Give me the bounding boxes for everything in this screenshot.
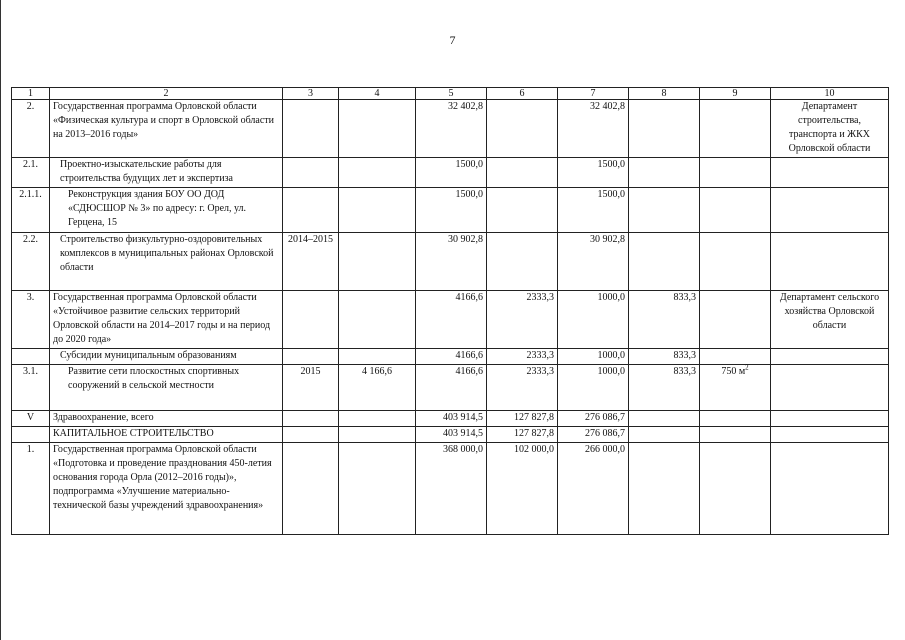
cell-col-2: [50, 411, 283, 427]
superscript: 2: [745, 363, 749, 372]
column-header-4: 4: [339, 88, 416, 100]
cell-col-9: [700, 365, 771, 411]
table-body: [12, 100, 889, 535]
cell-text: 4 166,6: [362, 366, 392, 377]
cell-col-3: [283, 100, 339, 158]
cell-text: 32 402,8: [590, 101, 625, 112]
cell-text: 2333,3: [526, 366, 554, 377]
cell-col-10: [771, 349, 889, 365]
cell-col-1: [12, 158, 50, 188]
cell-col-3: [283, 349, 339, 365]
column-header-2: 2: [50, 88, 283, 100]
cell-col-10: [771, 233, 889, 291]
cell-text: 1500,0: [597, 159, 625, 170]
cell-text: 266 000,0: [585, 444, 625, 455]
cell-text: 276 086,7: [585, 428, 625, 439]
cell-text: Проектно-изыскательские работы для строительства будущих лет и экспертиза: [60, 159, 233, 184]
cell-col-4: [339, 158, 416, 188]
cell-text: Государственная программа Орловской области «Физическая культура и спорт в Орловской области на 2013–2016 годы»: [53, 101, 274, 140]
column-header-1: 1: [12, 88, 50, 100]
cell-col-2: [50, 100, 283, 158]
cell-col-3: [283, 233, 339, 291]
cell-col-9: [700, 349, 771, 365]
table-row: [12, 365, 889, 411]
cell-col-6: [487, 233, 558, 291]
cell-col-5: [416, 100, 487, 158]
cell-col-8: [629, 443, 700, 535]
cell-col-1: [12, 100, 50, 158]
cell-col-6: [487, 349, 558, 365]
table-row: [12, 188, 889, 233]
cell-text: 368 000,0: [443, 444, 483, 455]
cell-col-10: [771, 443, 889, 535]
table-row: [12, 443, 889, 535]
cell-col-9: [700, 411, 771, 427]
cell-text: 403 914,5: [443, 412, 483, 423]
cell-col-1: [12, 427, 50, 443]
cell-text: 1500,0: [455, 189, 483, 200]
cell-col-4: [339, 100, 416, 158]
cell-col-3: [283, 443, 339, 535]
cell-col-8: [629, 365, 700, 411]
cell-col-6: [487, 158, 558, 188]
cell-text: 276 086,7: [585, 412, 625, 423]
cell-col-6: [487, 100, 558, 158]
cell-col-4: [339, 233, 416, 291]
cell-col-7: [558, 365, 629, 411]
cell-text: Строительство физкультурно-оздоровительных комплексов в муниципальных районах Орловской области: [60, 234, 274, 273]
cell-text: 2.1.1.: [19, 189, 42, 200]
cell-col-2: [50, 349, 283, 365]
cell-col-8: [629, 100, 700, 158]
cell-col-6: [487, 411, 558, 427]
cell-text: 833,3: [673, 366, 696, 377]
table-row: [12, 411, 889, 427]
cell-col-2: [50, 291, 283, 349]
cell-text: Субсидии муниципальным образованиям: [60, 350, 237, 361]
scan-edge-line: [0, 0, 1, 640]
cell-col-10: [771, 365, 889, 411]
cell-text: Развитие сети плоскостных спортивных сооружений в сельской местности: [68, 366, 240, 391]
cell-col-3: [283, 411, 339, 427]
cell-col-7: [558, 427, 629, 443]
column-header-8: 8: [629, 88, 700, 100]
cell-col-3: [283, 291, 339, 349]
cell-col-6: [487, 427, 558, 443]
cell-text: 4166,6: [455, 350, 483, 361]
cell-col-5: [416, 158, 487, 188]
cell-text: 4166,6: [455, 292, 483, 303]
table-header-row: [12, 88, 889, 100]
cell-col-2: [50, 443, 283, 535]
cell-text: 32 402,8: [448, 101, 483, 112]
cell-col-9: [700, 291, 771, 349]
cell-text: 750 м: [721, 366, 746, 377]
cell-col-1: [12, 349, 50, 365]
cell-col-10: [771, 427, 889, 443]
cell-col-2: [50, 158, 283, 188]
cell-col-4: [339, 349, 416, 365]
cell-text: 2.1.: [23, 159, 38, 170]
cell-text: 1000,0: [597, 350, 625, 361]
cell-text: Реконструкция здания БОУ ОО ДОД «СДЮСШОР № 3» по адресу: г. Орел, ул. Герцена, 15: [68, 189, 247, 228]
cell-col-10: [771, 411, 889, 427]
cell-col-3: [283, 365, 339, 411]
cell-col-10: [771, 158, 889, 188]
column-header-7: 7: [558, 88, 629, 100]
cell-col-6: [487, 443, 558, 535]
cell-col-3: [283, 188, 339, 233]
cell-col-5: [416, 188, 487, 233]
cell-col-8: [629, 411, 700, 427]
cell-col-7: [558, 443, 629, 535]
cell-text: 1500,0: [455, 159, 483, 170]
cell-col-1: [12, 233, 50, 291]
cell-text: 403 914,5: [443, 428, 483, 439]
cell-col-4: [339, 411, 416, 427]
cell-col-2: [50, 188, 283, 233]
cell-text: 2.: [26, 101, 35, 112]
cell-col-2: [50, 427, 283, 443]
cell-col-5: [416, 233, 487, 291]
table-row: [12, 349, 889, 365]
column-header-3: 3: [283, 88, 339, 100]
cell-col-9: [700, 443, 771, 535]
cell-col-9: [700, 427, 771, 443]
table-row: [12, 427, 889, 443]
cell-text: 1000,0: [597, 292, 625, 303]
cell-col-4: [339, 443, 416, 535]
cell-col-5: [416, 365, 487, 411]
cell-col-5: [416, 443, 487, 535]
cell-text: 3.: [26, 292, 35, 303]
cell-text: 833,3: [673, 292, 696, 303]
cell-text: 2015: [300, 366, 321, 377]
cell-col-7: [558, 349, 629, 365]
cell-col-4: [339, 291, 416, 349]
cell-col-8: [629, 349, 700, 365]
cell-col-8: [629, 158, 700, 188]
cell-col-7: [558, 411, 629, 427]
cell-col-1: [12, 188, 50, 233]
cell-col-9: [700, 100, 771, 158]
cell-text: 1.: [26, 444, 35, 455]
cell-col-8: [629, 427, 700, 443]
cell-col-5: [416, 427, 487, 443]
cell-text: V: [26, 412, 35, 423]
cell-col-6: [487, 291, 558, 349]
cell-col-8: [629, 291, 700, 349]
page-number: 7: [449, 33, 456, 47]
cell-col-8: [629, 188, 700, 233]
cell-text: Государственная программа Орловской области «Подготовка и проведение празднования 450-летия основания города Орла (2012–2016 годы)», подпрограмма «Улучшение материально-технической базы учреждений здравоохранения»: [53, 444, 272, 511]
cell-col-7: [558, 188, 629, 233]
cell-text: 4166,6: [455, 366, 483, 377]
cell-text: 127 827,8: [514, 412, 554, 423]
cell-text: 1000,0: [597, 366, 625, 377]
cell-col-1: [12, 291, 50, 349]
cell-col-1: [12, 411, 50, 427]
cell-col-9: [700, 158, 771, 188]
cell-text: Департамент сельского хозяйства Орловской области: [779, 292, 880, 331]
cell-text: 3.1.: [23, 366, 38, 377]
cell-col-8: [629, 233, 700, 291]
cell-col-5: [416, 411, 487, 427]
cell-col-7: [558, 233, 629, 291]
cell-col-7: [558, 291, 629, 349]
cell-col-10: [771, 100, 889, 158]
cell-text: 127 827,8: [514, 428, 554, 439]
cell-text: 2.2.: [23, 234, 38, 245]
cell-col-10: [771, 291, 889, 349]
cell-col-6: [487, 365, 558, 411]
cell-col-4: [339, 427, 416, 443]
cell-col-4: [339, 365, 416, 411]
cell-col-3: [283, 427, 339, 443]
cell-col-1: [12, 365, 50, 411]
cell-text: 30 902,8: [590, 234, 625, 245]
cell-text: Департамент строительства, транспорта и ЖКХ Орловской области: [788, 101, 871, 154]
table-row: [12, 233, 889, 291]
cell-col-2: [50, 233, 283, 291]
cell-col-6: [487, 188, 558, 233]
cell-col-2: [50, 365, 283, 411]
cell-col-7: [558, 158, 629, 188]
cell-col-3: [283, 158, 339, 188]
cell-col-1: [12, 443, 50, 535]
column-header-10: 10: [771, 88, 889, 100]
budget-table: [11, 87, 889, 535]
cell-col-7: [558, 100, 629, 158]
cell-col-9: [700, 188, 771, 233]
cell-text: Государственная программа Орловской области «Устойчивое развитие сельских территорий Орловской области на 2014–2017 годы и на период до 2020 года»: [53, 292, 271, 345]
table-row: [12, 158, 889, 188]
table-row: [12, 291, 889, 349]
column-header-6: 6: [487, 88, 558, 100]
cell-text: 2333,3: [526, 292, 554, 303]
cell-col-5: [416, 349, 487, 365]
cell-col-4: [339, 188, 416, 233]
cell-col-10: [771, 188, 889, 233]
cell-text: 30 902,8: [448, 234, 483, 245]
cell-col-5: [416, 291, 487, 349]
column-header-9: 9: [700, 88, 771, 100]
cell-text: Здравоохранение, всего: [53, 412, 154, 423]
cell-text: 2014–2015: [288, 234, 333, 245]
table-row: [12, 100, 889, 158]
cell-col-9: [700, 233, 771, 291]
cell-text: 102 000,0: [514, 444, 554, 455]
cell-text: 833,3: [673, 350, 696, 361]
cell-text: КАПИТАЛЬНОЕ СТРОИТЕЛЬСТВО: [53, 428, 214, 439]
column-header-5: 5: [416, 88, 487, 100]
cell-text: 2333,3: [526, 350, 554, 361]
cell-text: 1500,0: [597, 189, 625, 200]
